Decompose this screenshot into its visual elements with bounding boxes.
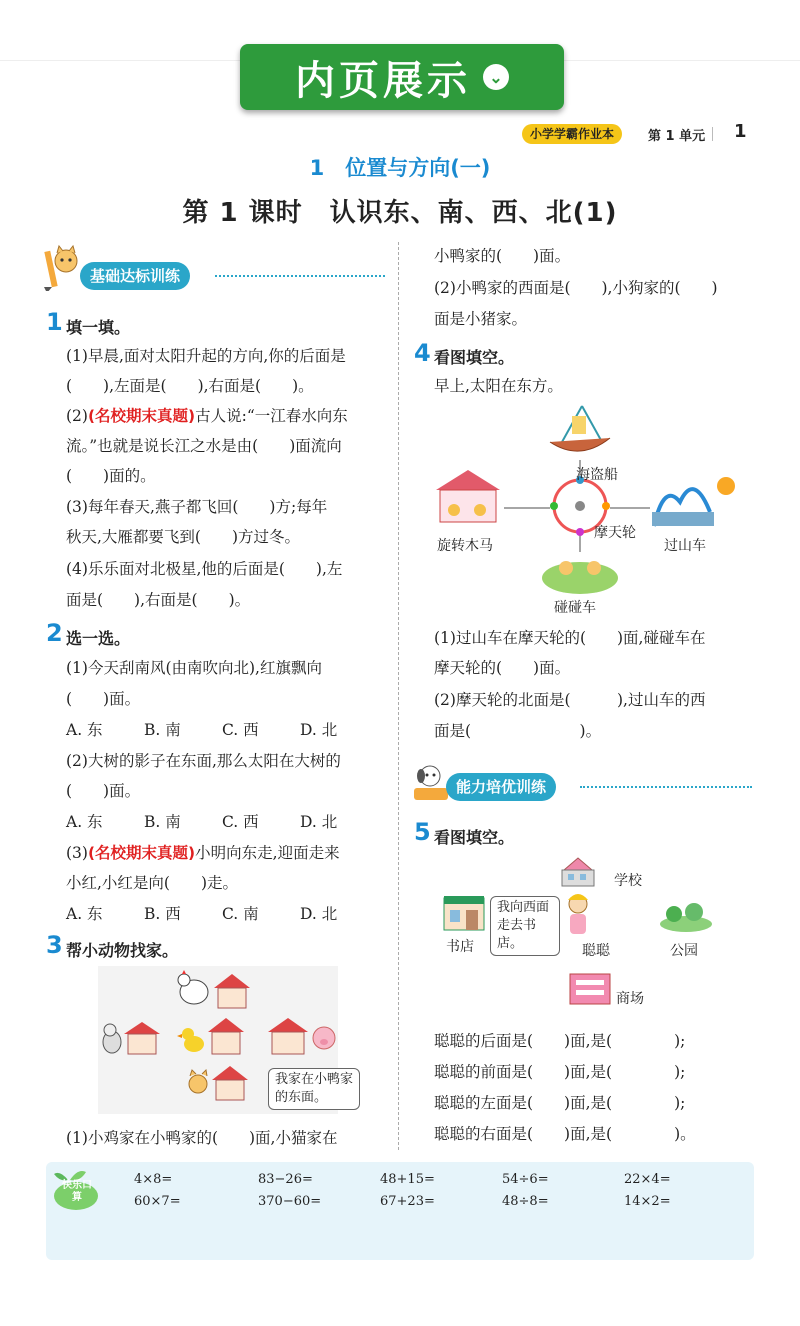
section-dots bbox=[215, 275, 385, 277]
label-pirate: 海盗船 bbox=[576, 467, 618, 483]
question-title: 帮小动物找家。 bbox=[66, 941, 179, 960]
question-title: 看图填空。 bbox=[434, 348, 515, 367]
calc-item: 48+15= bbox=[380, 1172, 435, 1187]
question-title: 选一选。 bbox=[66, 629, 131, 648]
q1-text: 古人说:“一江春水向东 bbox=[195, 407, 348, 425]
calc-item: 83−26= bbox=[258, 1172, 313, 1187]
option[interactable]: B. 南 bbox=[144, 813, 181, 831]
label-school: 学校 bbox=[614, 873, 642, 889]
option[interactable]: C. 西 bbox=[222, 813, 259, 831]
option[interactable]: A. 东 bbox=[66, 721, 103, 739]
question-title: 填一填。 bbox=[66, 318, 131, 337]
lesson-title: 第 1 课时 认识东、南、西、北(1) bbox=[182, 198, 618, 228]
school-icon bbox=[562, 858, 594, 886]
q2-options bbox=[66, 718, 337, 740]
question-number: 3 bbox=[46, 931, 63, 959]
label-congcong: 聪聪 bbox=[582, 943, 610, 959]
q2-text: 小明向东走,迎面走来 bbox=[195, 844, 340, 862]
unit-title: 1 位置与方向(一) bbox=[309, 156, 491, 180]
pencil-cat-icon bbox=[44, 243, 82, 291]
option[interactable]: D. 北 bbox=[300, 721, 338, 739]
question-number: 1 bbox=[46, 308, 63, 336]
q2-line: (2)大树的影子在东面,那么太阳在大树的 bbox=[66, 752, 341, 770]
option[interactable]: B. 南 bbox=[144, 721, 181, 739]
column-divider bbox=[398, 242, 399, 1150]
label-park: 公园 bbox=[670, 943, 698, 959]
rt-line: (2)小鸭家的西面是( ),小狗家的( ) bbox=[434, 279, 718, 297]
q2-line: ( )面。 bbox=[66, 690, 141, 708]
q2-options bbox=[66, 810, 337, 832]
q1-line bbox=[66, 404, 348, 426]
label-carousel: 旋转木马 bbox=[437, 538, 493, 554]
question-number: 4 bbox=[414, 339, 431, 367]
speech-bubble: 我家在小鸭家的东面。 bbox=[268, 1068, 360, 1110]
q1-line: (1)早晨,面对太阳升起的方向,你的后面是 bbox=[66, 347, 346, 365]
q1-line: 面是( ),右面是( )。 bbox=[66, 591, 251, 609]
question-number: 2 bbox=[46, 619, 63, 647]
page-banner bbox=[240, 44, 564, 110]
rt-line: 小鸭家的( )面。 bbox=[434, 247, 571, 265]
page-number: 1 bbox=[734, 121, 747, 142]
q4-line: 面是( )。 bbox=[434, 722, 602, 740]
q4-line: (2)摩天轮的北面是( ),过山车的西 bbox=[434, 691, 706, 709]
q2-line bbox=[66, 841, 340, 863]
option[interactable]: C. 西 bbox=[222, 721, 259, 739]
unit-label: 第 1 单元 bbox=[648, 129, 706, 144]
q1-prefix: (2) bbox=[66, 407, 88, 425]
question-title: 看图填空。 bbox=[434, 828, 515, 847]
bumper-car-icon bbox=[542, 561, 618, 594]
q3-line: (1)小鸡家在小鸭家的( )面,小猫家在 bbox=[66, 1129, 338, 1147]
child-icon bbox=[568, 894, 588, 934]
option[interactable]: D. 北 bbox=[300, 905, 338, 923]
q1-line: (3)每年春天,燕子都飞回( )方;每年 bbox=[66, 498, 328, 516]
exam-tag: (名校期末真题) bbox=[87, 844, 196, 862]
q1-line: ( ),左面是( ),右面是( )。 bbox=[66, 377, 314, 395]
mall-icon bbox=[570, 974, 610, 1004]
option[interactable]: A. 东 bbox=[66, 905, 103, 923]
park-icon bbox=[660, 903, 712, 932]
sun-icon bbox=[717, 477, 735, 495]
chevron-down-icon[interactable]: ⌄ bbox=[483, 64, 509, 90]
banner-title: 内页展示 bbox=[295, 57, 471, 104]
calc-item: 370−60= bbox=[258, 1194, 322, 1209]
calc-item: 14×2= bbox=[624, 1194, 671, 1209]
label-coaster: 过山车 bbox=[664, 538, 706, 554]
bookstore-icon bbox=[444, 896, 484, 930]
label-wheel: 摩天轮 bbox=[594, 525, 636, 541]
option[interactable]: D. 北 bbox=[300, 813, 338, 831]
rt-line: 面是小猪家。 bbox=[434, 310, 528, 328]
header-divider bbox=[712, 127, 713, 141]
section-dots bbox=[580, 786, 752, 788]
town-map-figure bbox=[440, 852, 720, 1022]
q1-line: ( )面的。 bbox=[66, 467, 156, 485]
q5-line: 聪聪的右面是( )面,是( )。 bbox=[434, 1125, 696, 1143]
q4-intro: 早上,太阳在东方。 bbox=[434, 377, 563, 395]
q2-line: ( )面。 bbox=[66, 782, 141, 800]
label-bumper: 碰碰车 bbox=[554, 600, 596, 616]
amusement-park-figure bbox=[432, 402, 742, 612]
exam-tag: (名校期末真题) bbox=[87, 407, 196, 425]
q5-line: 聪聪的前面是( )面,是( ); bbox=[434, 1063, 686, 1081]
calc-item: 48÷8= bbox=[502, 1194, 549, 1209]
label-bookstore: 书店 bbox=[446, 939, 474, 955]
q2-prefix: (3) bbox=[66, 844, 88, 862]
q4-line: (1)过山车在摩天轮的( )面,碰碰车在 bbox=[434, 629, 706, 647]
book-badge: 小学学霸作业本 bbox=[522, 124, 622, 144]
q4-line: 摩天轮的( )面。 bbox=[434, 659, 571, 677]
q1-line: 秋天,大雁都要飞到( )方过冬。 bbox=[66, 528, 301, 546]
option[interactable]: A. 东 bbox=[66, 813, 103, 831]
option[interactable]: B. 西 bbox=[144, 905, 181, 923]
q5-line: 聪聪的左面是( )面,是( ); bbox=[434, 1094, 686, 1112]
q2-options bbox=[66, 902, 337, 924]
q2-line: (1)今天刮南风(由南吹向北),红旗飘向 bbox=[66, 659, 322, 677]
carousel-icon bbox=[436, 470, 500, 522]
pirate-ship-icon bbox=[550, 406, 610, 451]
q1-line: (4)乐乐面对北极星,他的后面是( ),左 bbox=[66, 560, 343, 578]
q5-line: 聪聪的后面是( )面,是( ); bbox=[434, 1032, 686, 1050]
label-mall: 商场 bbox=[616, 991, 644, 1007]
calc-item: 67+23= bbox=[380, 1194, 435, 1209]
speech-bubble: 我向西面走去书店。 bbox=[490, 896, 560, 956]
section-tag-basic: 基础达标训练 bbox=[80, 262, 190, 290]
calc-item: 60×7= bbox=[134, 1194, 181, 1209]
section-tag-advanced: 能力培优训练 bbox=[446, 773, 556, 801]
roller-coaster-icon bbox=[652, 489, 714, 526]
mental-math-label: 快乐口算 bbox=[62, 1180, 92, 1203]
question-number: 5 bbox=[414, 818, 431, 846]
option[interactable]: C. 南 bbox=[222, 905, 259, 923]
calc-item: 4×8= bbox=[134, 1172, 173, 1187]
calc-item: 54÷6= bbox=[502, 1172, 549, 1187]
pig-icon bbox=[313, 1027, 335, 1049]
calc-item: 22×4= bbox=[624, 1172, 671, 1187]
q1-line: 流。”也就是说长江之水是由( )面流向 bbox=[66, 437, 342, 455]
q2-line: 小红,小红是向( )走。 bbox=[66, 874, 239, 892]
